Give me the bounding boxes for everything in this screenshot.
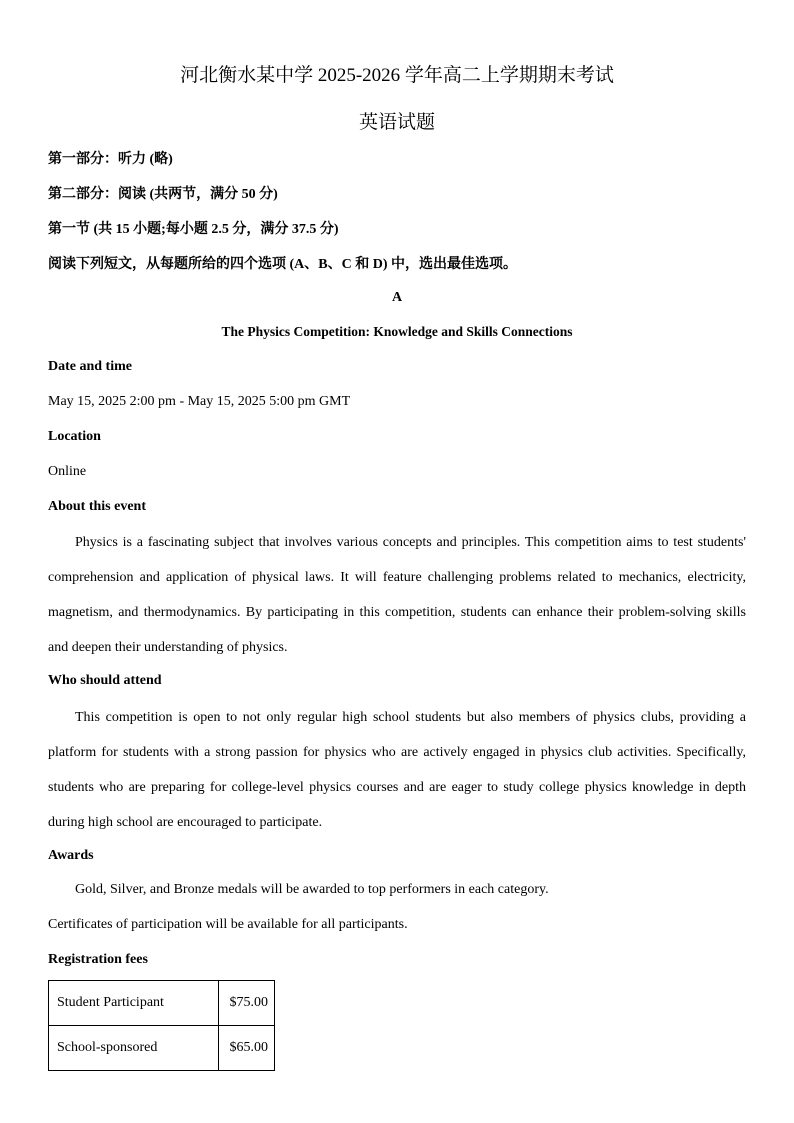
fee-category: School-sponsored <box>49 1026 219 1071</box>
awards-line-2: Certificates of participation will be available for all participants. <box>48 917 408 932</box>
part1-instruction: 第一部分：听力 (略) <box>48 152 173 167</box>
section1-instruction: 第一节 (共 15 小题;每小题 2.5 分，满分 37.5 分) <box>48 222 339 237</box>
table-row <box>49 981 275 1026</box>
table-row <box>49 1026 275 1071</box>
date-value: May 15, 2025 2:00 pm - May 15, 2025 5:00 pm GMT <box>48 394 351 409</box>
fee-price: $75.00 <box>219 981 275 1026</box>
fee-price: $65.00 <box>219 1026 275 1071</box>
location-value: Online <box>48 464 87 479</box>
fees-table <box>48 980 275 1071</box>
awards-line-1: Gold, Silver, and Bronze medals will be awarded to top performers in each category. <box>75 882 549 897</box>
date-heading: Date and time <box>48 359 132 374</box>
attend-heading: Who should attend <box>48 673 162 688</box>
directions-text: 阅读下列短文，从每题所给的四个选项 (A、B、C 和 D) 中，选出最佳选项。 <box>48 257 517 272</box>
passage-title: The Physics Competition: Knowledge and Skills Connections <box>221 324 573 339</box>
attend-paragraph: This competition is open to not only regular high school students but also members of physics clubs, providing a platform for students with a strong passion for physics who are actively engaged in physics club activities. Specifically, students who are preparing for college-level physics courses and are eager to study college physics knowledge in depth during high school are encouraged to participate. <box>48 710 746 830</box>
about-paragraph: Physics is a fascinating subject that involves various concepts and principles. This competition aims to test students' comprehension and application of physical laws. It will feature challenging problems related to mechanics, electricity, magnetism, and thermodynamics. By participating in this competition, students can enhance their problem-solving skills and deepen their understanding of physics. <box>48 535 746 655</box>
passage-letter: A <box>391 290 403 305</box>
fee-category: Student Participant <box>49 981 219 1026</box>
exam-subtitle: 英语试题 <box>358 112 435 133</box>
awards-heading: Awards <box>48 848 94 863</box>
part2-instruction: 第二部分：阅读 (共两节，满分 50 分) <box>48 187 278 202</box>
fees-heading: Registration fees <box>48 952 148 967</box>
exam-title: 河北衡水某中学 2025-2026 学年高二上学期期末考试 <box>180 65 614 86</box>
location-heading: Location <box>48 429 101 444</box>
about-heading: About this event <box>48 499 147 514</box>
